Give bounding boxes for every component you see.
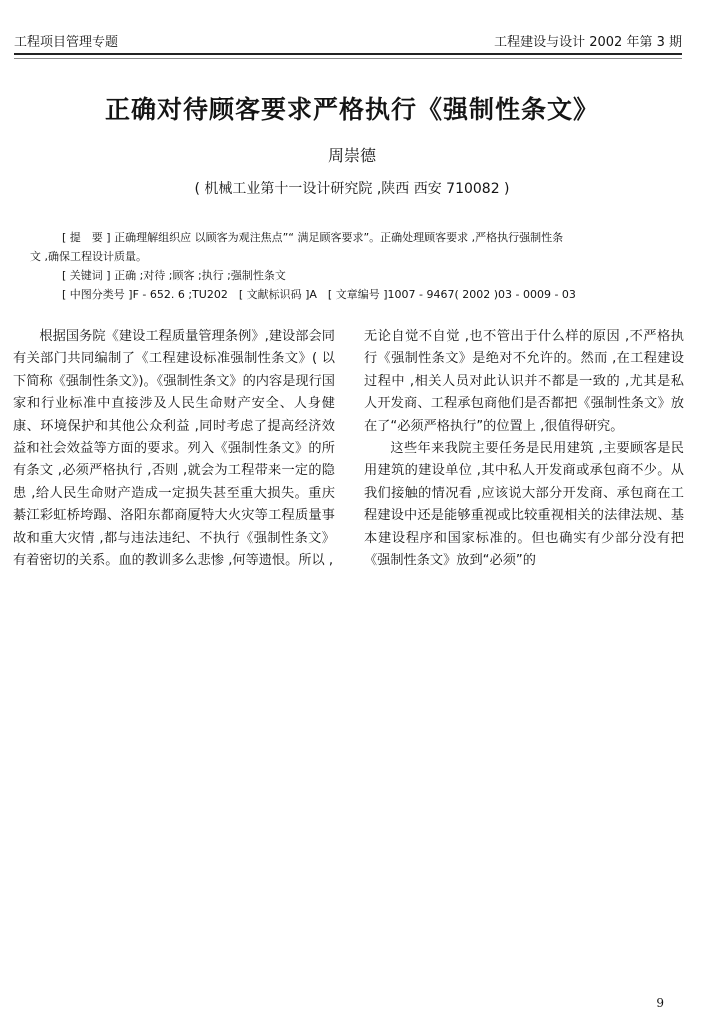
abstract-line-1: [ 提 要 ] 正确理解组织应 以顾客为观注焦点”“ 满足顾客要求”。正确处理顾客要求 ,严格执行强制性条	[62, 231, 564, 244]
journal-section-label: 工程项目管理专题	[14, 35, 119, 50]
article-title: 正确对待顾客要求严格执行《强制性条文》	[104, 95, 599, 124]
header-rule-thin	[14, 58, 682, 59]
keywords: [ 关键词 ] 正确 ;对待 ;顾客 ;执行 ;强制性条文	[62, 269, 286, 282]
classification-line: [ 中图分类号 ]F - 652. 6 ;TU202 [ 文献标识码 ]A [ 文章编号 ]1007 - 9467( 2002 )03 - 0009 - 03	[62, 288, 576, 301]
abstract-line-2: 文 ,确保工程设计质量。	[30, 250, 147, 263]
abstract-block	[30, 228, 658, 304]
body-paragraph: 根据国务院《建设工程质量管理条例》,建设部会同有关部门共同编制了《工程建设标准强制性条文》( 以下简称《强制性条文》)。《强制性条文》的内容是现行国家和行业标准中直接涉及人民生命财产安全、人身健康、环境保护和其他公众利益 ,同时考虑了提高经济效益和社会效益等方面的要求。列入《强制性条文》的所有条文 ,必须严格执行 ,否则 ,就会为工程带来一定的隐患 ,给人民生命财产造成一定损失甚至重大损失。重庆綦江彩虹桥垮蹋、洛阳东都商厦特大火灾等工程质量事故和重大灾情 ,都与违法违纪、不执行《强制性条文》有着密切的关系。血的教训多么悲惨 ,何等遗恨。所以 ,	[13, 329, 335, 569]
body-paragraph: 这些年来我院主要任务是民用建筑 ,主要顾客是民用建筑的建设单位 ,其中私人开发商或承包商不少。从我们接触的情况看 ,应该说大部分开发商、承包商在工程建设中还是能够重视或比较重视相关的法律法规、基本建设程序和国家标准的。但也确实有少部分没有把《强制性条文》放到“必须”的	[364, 441, 684, 569]
journal-issue-label: 工程建设与设计 2002 年第 3 期	[494, 35, 682, 50]
body-column-left	[13, 326, 335, 572]
body-paragraph: 无论自觉不自觉 ,也不管出于什么样的原因 ,不严格执行《强制性条文》是绝对不允许的。然而 ,在工程建设过程中 ,相关人员对此认识并不都是一致的 ,尤其是私人开发商、工程承包商他们是否都把《强制性条文》放在了“必须严格执行”的位置上 ,很值得研究。	[364, 329, 684, 434]
author-affiliation: ( 机械工业第十一设计研究院 ,陕西 西安 710082 )	[194, 181, 510, 197]
page-number: 9	[656, 996, 664, 1010]
header-rule-thick	[14, 53, 682, 55]
body-column-right	[364, 326, 684, 572]
article-author: 周崇德	[327, 146, 376, 165]
